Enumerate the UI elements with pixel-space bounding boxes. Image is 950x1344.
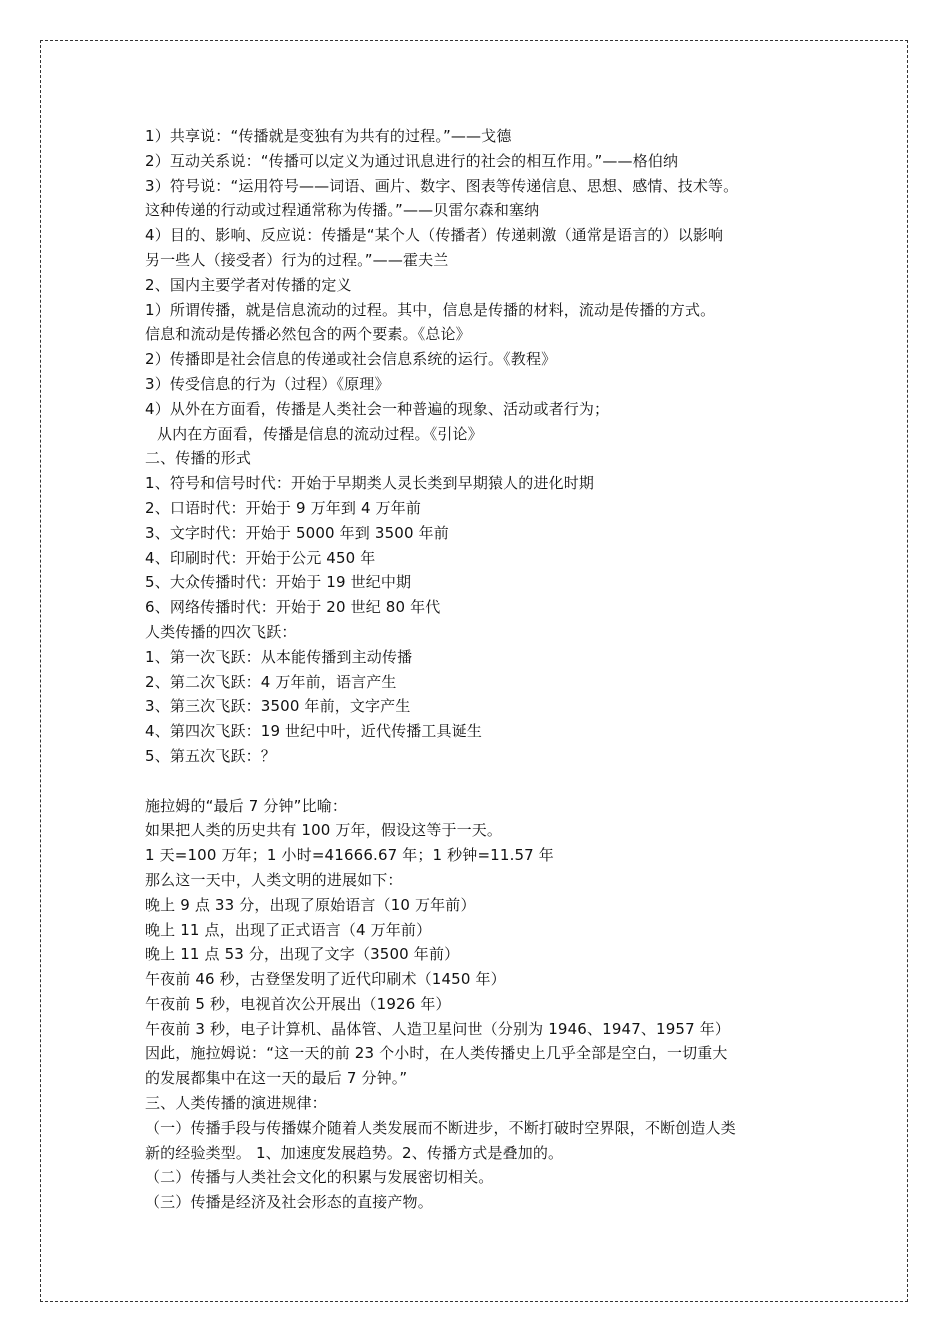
form-era-4: 4、印刷时代：开始于公元 450 年	[145, 548, 376, 567]
blank-line	[145, 769, 820, 794]
leap-2: 2、第二次飞跃：4 万年前，语言产生	[145, 672, 397, 691]
domestic-definition-3: 3）传受信息的行为（过程）《原理》	[145, 374, 390, 393]
leap-1: 1、第一次飞跃：从本能传播到主动传播	[145, 647, 413, 666]
schramm-premise: 如果把人类的历史共有 100 万年，假设这等于一天。	[145, 821, 503, 840]
evolution-rule-2: （二）传播与人类社会文化的积累与发展密切相关。	[145, 1168, 494, 1187]
form-era-2: 2、口语时代：开始于 9 万年到 4 万年前	[145, 498, 422, 517]
schramm-conclusion: 因此，施拉姆说：“这一天的前 23 个小时，在人类传播史上几乎全部是空白，一切重大	[145, 1044, 728, 1063]
schramm-conclusion-cont: 的发展都集中在这一天的最后 7 分钟。”	[145, 1069, 408, 1088]
definition-sharing: 1）共享说：“传播就是变独有为共有的过程。”——戈德	[145, 127, 512, 145]
definition-interaction: 2）互动关系说：“传播可以定义为通过讯息进行的社会的相互作用。”——格伯纳	[145, 151, 679, 170]
document-body	[145, 124, 820, 1215]
schramm-event-5: 午夜前 5 秒，电视首次公开展出（1926 年）	[145, 994, 451, 1013]
evolution-rule-1: （一）传播手段与传播媒介随着人类发展而不断进步，不断打破时空界限，不断创造人类	[145, 1118, 736, 1137]
domestic-definition-1-cont: 信息和流动是传播必然包含的两个要素。《总论》	[145, 325, 471, 344]
definition-purpose: 4）目的、影响、反应说：传播是“某个人（传播者）传递刺激（通常是语言的）以影响	[145, 226, 724, 245]
schramm-intro: 那么这一天中，人类文明的进展如下：	[145, 870, 403, 889]
schramm-event-4: 午夜前 46 秒，古登堡发明了近代印刷术（1450 年）	[145, 970, 506, 989]
domestic-definition-4-cont: 从内在方面看，传播是信息的流动过程。《引论》	[157, 424, 483, 443]
form-era-5: 5、大众传播时代：开始于 19 世纪中期	[145, 573, 412, 592]
schramm-scale: 1 天=100 万年；1 小时=41666.67 年；1 秒钟=11.57 年	[145, 846, 554, 865]
definition-symbol-cont: 这种传递的行动或过程通常称为传播。”——贝雷尔森和塞纳	[145, 201, 540, 220]
section-evolution-heading: 三、人类传播的演进规律：	[145, 1094, 327, 1113]
evolution-rule-3: （三）传播是经济及社会形态的直接产物。	[145, 1193, 433, 1212]
domestic-definition-2: 2）传播即是社会信息的传递或社会信息系统的运行。《教程》	[145, 350, 557, 369]
form-era-1: 1、符号和信号时代：开始于早期类人灵长类到早期猿人的进化时期	[145, 474, 595, 493]
domestic-definition-1: 1）所谓传播，就是信息流动的过程。其中，信息是传播的材料，流动是传播的方式。	[145, 300, 716, 319]
domestic-definition-4: 4）从外在方面看，传播是人类社会一种普遍的现象、活动或者行为；	[145, 399, 610, 418]
leap-5: 5、第五次飞跃：？	[145, 746, 276, 765]
schramm-event-1: 晚上 9 点 33 分，出现了原始语言（10 万年前）	[145, 895, 476, 914]
leap-3: 3、第三次飞跃：3500 年前，文字产生	[145, 697, 411, 716]
section-forms-heading: 二、传播的形式	[145, 449, 252, 468]
leap-4: 4、第四次飞跃：19 世纪中叶，近代传播工具诞生	[145, 722, 483, 741]
evolution-rule-1-cont: 新的经验类型。 1、加速度发展趋势。2、传播方式是叠加的。	[145, 1143, 564, 1162]
schramm-heading: 施拉姆的“最后 7 分钟”比喻：	[145, 796, 348, 815]
section-domestic-definitions: 2、国内主要学者对传播的定义	[145, 275, 352, 294]
schramm-event-2: 晚上 11 点，出现了正式语言（4 万年前）	[145, 920, 432, 939]
definition-symbol: 3）符号说：“运用符号——词语、画片、数字、图表等传递信息、思想、感情、技术等。	[145, 176, 739, 195]
form-era-3: 3、文字时代：开始于 5000 年到 3500 年前	[145, 523, 449, 542]
form-era-6: 6、网络传播时代：开始于 20 世纪 80 年代	[145, 598, 441, 617]
schramm-event-3: 晚上 11 点 53 分，出现了文字（3500 年前）	[145, 945, 460, 964]
schramm-event-6: 午夜前 3 秒，电子计算机、晶体管、人造卫星问世（分别为 1946、1947、1957 年）	[145, 1019, 731, 1038]
leaps-heading: 人类传播的四次飞跃：	[145, 622, 297, 641]
definition-purpose-cont: 另一些人（接受者）行为的过程。”——霍夫兰	[145, 250, 449, 269]
